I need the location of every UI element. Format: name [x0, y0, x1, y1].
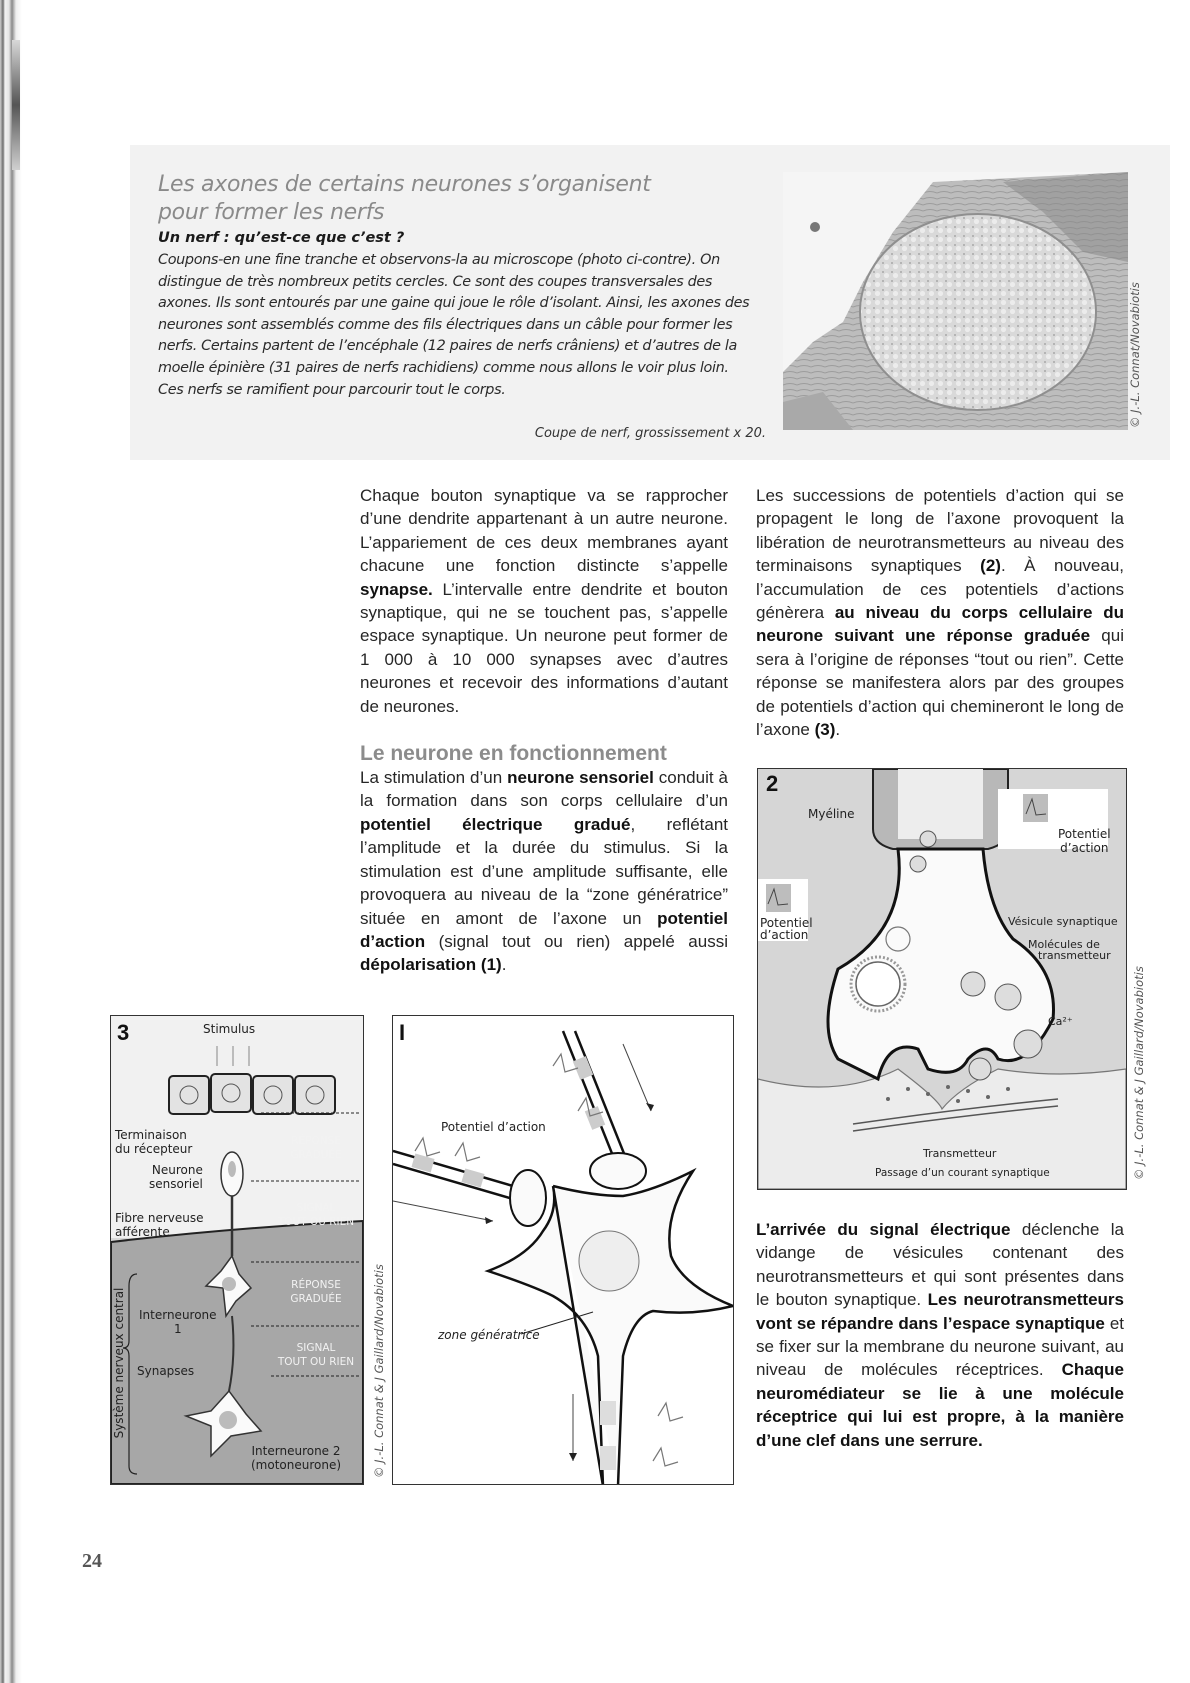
- term: Chaque neuromédiateur se lie à une molécule réceptrice qui lui est propre, à la manière d’une clef dans une serrure.: [756, 1360, 1124, 1450]
- label-line: SIGNAL: [296, 1342, 336, 1354]
- section-title: Le neurone en fonctionnement: [360, 742, 667, 766]
- label-line: GRADUÉE: [290, 1293, 342, 1305]
- label-line: (motoneurone): [251, 1458, 342, 1472]
- label-line: Potentiel: [760, 916, 813, 930]
- label-line: sensoriel: [149, 1177, 203, 1191]
- photo-credit: © J.-L. Connat/Novabiotis: [1128, 282, 1142, 428]
- ref: (2): [980, 556, 1001, 576]
- nerve-section-photo: [783, 172, 1128, 430]
- text: conduit à la formation dans son corps cellulaire d’un: [360, 768, 728, 811]
- label-line: 1: [173, 1322, 182, 1336]
- label-line: Molécules de: [1028, 938, 1100, 951]
- text: . À nouveau, l’accumulation de ces potentiels d’actions génèrera: [756, 556, 1124, 623]
- paragraph-synapse: [360, 484, 728, 718]
- book-binding-shadow: [12, 40, 20, 170]
- label-stimulus: Stimulus: [203, 1022, 256, 1036]
- label-line: Potentiel: [1058, 827, 1111, 841]
- zone-reponse-graduee: [271, 1134, 361, 1162]
- text: (signal tout ou rien) appelé aussi: [425, 931, 728, 951]
- label-myeline: Myéline: [808, 807, 855, 821]
- right-column-bottom: [756, 1218, 1124, 1452]
- label-snc: Système nerveux central: [112, 1287, 126, 1439]
- label-line: Interneurone: [139, 1308, 217, 1322]
- paragraph-propagation: [756, 484, 1124, 741]
- label-terminaison: [115, 1128, 192, 1156]
- label-line: TOUT OU RIEN: [277, 1356, 355, 1368]
- label-potentiel-action-left: [760, 917, 813, 941]
- label-passage-courant: Passage d’un courant synaptique: [875, 1167, 1050, 1179]
- text: L’intervalle entre dendrite et bouton synaptique, qui ne se touchent pas, s’appelle espace synaptique. Un neurone peut former de 1 000 à 10 000 synapses avec d’autres neurones et recevoir des informations d’autant de neurones.: [360, 579, 728, 716]
- title-line-1: Les axones de certains neurones s’organisent: [158, 172, 651, 197]
- label-line: Fibre nerveuse: [115, 1211, 204, 1225]
- text: déclenche la vidange de vésicules contenant des neurotransmetteurs et qui sont présentes dans le bouton synaptique.: [756, 1220, 1124, 1310]
- page-number: 24: [82, 1550, 102, 1572]
- label-potentiel-action-right: [1058, 827, 1111, 855]
- figure-2-credit: © J.-L. Connat & J Gaillard/Novabiotis: [1132, 966, 1146, 1180]
- label-line: d’action: [1060, 841, 1109, 855]
- label-line: afférente: [115, 1225, 170, 1239]
- text: et se fixer sur la membrane du neurone suivant, au niveau de molécules réceptrices.: [756, 1313, 1124, 1380]
- zone-signal-tout-ou-rien: [271, 1201, 361, 1229]
- label-interneurone-2: [251, 1444, 341, 1472]
- paragraph-functioning: [360, 766, 728, 977]
- text: .: [501, 955, 507, 975]
- photo-caption: Coupe de nerf, grossissement x 20.: [534, 426, 766, 441]
- term: potentiel d’action: [360, 908, 728, 951]
- label-line: GRADUÉE: [290, 1149, 342, 1161]
- zone-reponse-graduee-2: [271, 1278, 361, 1306]
- figure-number: 3: [117, 1020, 130, 1045]
- figure-3-reflex-chain: [110, 1015, 364, 1485]
- book-binding-edge: [0, 0, 22, 1683]
- text: qui sera à l’origine de réponses “tout ou rien”. Cette réponse se manifestera alors par des groupes de potentiels d’action qui chemineront le long de l’axone: [756, 626, 1124, 740]
- text: .: [835, 720, 841, 740]
- ref: (3): [814, 720, 836, 740]
- figure-1-action-potential: [392, 1015, 734, 1485]
- figure-number: I: [399, 1020, 406, 1045]
- term: Les neurotransmetteurs vont se répandre dans l’espace synaptique: [756, 1290, 1124, 1333]
- text: Chaque bouton synaptique va se rapprocher d’une dendrite appartenant à un autre neurone. L’appariement de ces deux membranes ayant chacune une fonction distincte s’appelle: [360, 486, 728, 576]
- term: au niveau du corps cellulaire du neurone suivant une réponse graduée: [756, 603, 1124, 646]
- right-column-top: [756, 484, 1124, 741]
- action-potential-illustration: [393, 1016, 733, 1484]
- intro-box-subtitle: Un nerf : qu’est-ce que c’est ?: [158, 230, 405, 246]
- label-fibre-afferente: [115, 1211, 204, 1239]
- label-line: Neurone: [151, 1163, 203, 1177]
- label-line: Terminaison: [115, 1128, 187, 1142]
- reflex-chain-illustration: [111, 1016, 363, 1484]
- label-line: Interneurone 2: [251, 1444, 341, 1458]
- middle-column: [360, 484, 728, 977]
- figure-number: 2: [766, 771, 779, 796]
- text: , reflétant l’amplitude et la durée du stimulus. Si la stimulation est d’une amplitude suffisante, elle provoquera au niveau de la “zone génératrice” située en amont de l’axone un: [360, 814, 729, 928]
- label-transmetteur: Transmetteur: [923, 1147, 997, 1160]
- label-line: du récepteur: [115, 1142, 193, 1156]
- term: potentiel électrique gradué: [360, 814, 631, 834]
- label-line: d’action: [760, 928, 809, 942]
- label-molecules: [1028, 939, 1111, 961]
- label-zone-generatrice: zone génératrice: [438, 1328, 540, 1342]
- figure-2-synapse: [757, 768, 1127, 1190]
- zone-signal-tout-ou-rien-2: [271, 1341, 361, 1369]
- label-calcium: Ca²⁺: [1048, 1015, 1073, 1028]
- label-interneurone-1: [139, 1308, 217, 1336]
- term: L’arrivée du signal électrique: [756, 1220, 1011, 1239]
- term: neurone sensoriel: [507, 768, 654, 788]
- label-line: RÉPONSE: [291, 1279, 341, 1291]
- paragraph-arrival: [756, 1218, 1124, 1452]
- term: dépolarisation (1): [360, 955, 502, 975]
- text: La stimulation d’un: [360, 768, 508, 788]
- text: Les successions de potentiels d’action qui se propagent le long de l’axone provoquent la libération de neurotransmetteurs au niveau des terminaisons synaptiques: [756, 486, 1124, 576]
- label-line: transmetteur: [1038, 949, 1111, 962]
- label-line: RÉPONSE: [291, 1135, 341, 1147]
- term-synapse: synapse.: [360, 579, 433, 599]
- intro-box-title: [158, 171, 651, 227]
- label-line: TOUT OU RIEN: [277, 1216, 355, 1228]
- label-potentiel-action: Potentiel d’action: [441, 1120, 546, 1134]
- label-line: SIGNAL: [296, 1202, 336, 1214]
- label-vesicule: Vésicule synaptique: [1008, 915, 1118, 928]
- figure-1-credit: © J.-L. Connat & J Gaillard/Novabiotis: [372, 1264, 386, 1478]
- label-neurone-sensoriel: [149, 1163, 203, 1191]
- intro-box-text: Coupons-en une fine tranche et observons-la au microscope (photo ci-contre). On distingue de très nombreux petits cercles. Ce sont des coupes transversales des axones. Ils sont entourés par une gaine qui joue le rôle d’isolant. Ainsi, les axones des neurones sont assemblés comme des fils électriques dans un câble pour former les nerfs. Certains partent de l’encéphale (12 paires de nerfs crâniens) et d’autres de la moelle épinière (31 paires de nerfs rachidiens) comme nous allons le voir plus loin. Ces nerfs se ramifient pour parcourir tout le corps.: [158, 252, 750, 398]
- label-synapses: Synapses: [137, 1364, 195, 1378]
- title-line-2: pour former les nerfs: [158, 200, 385, 225]
